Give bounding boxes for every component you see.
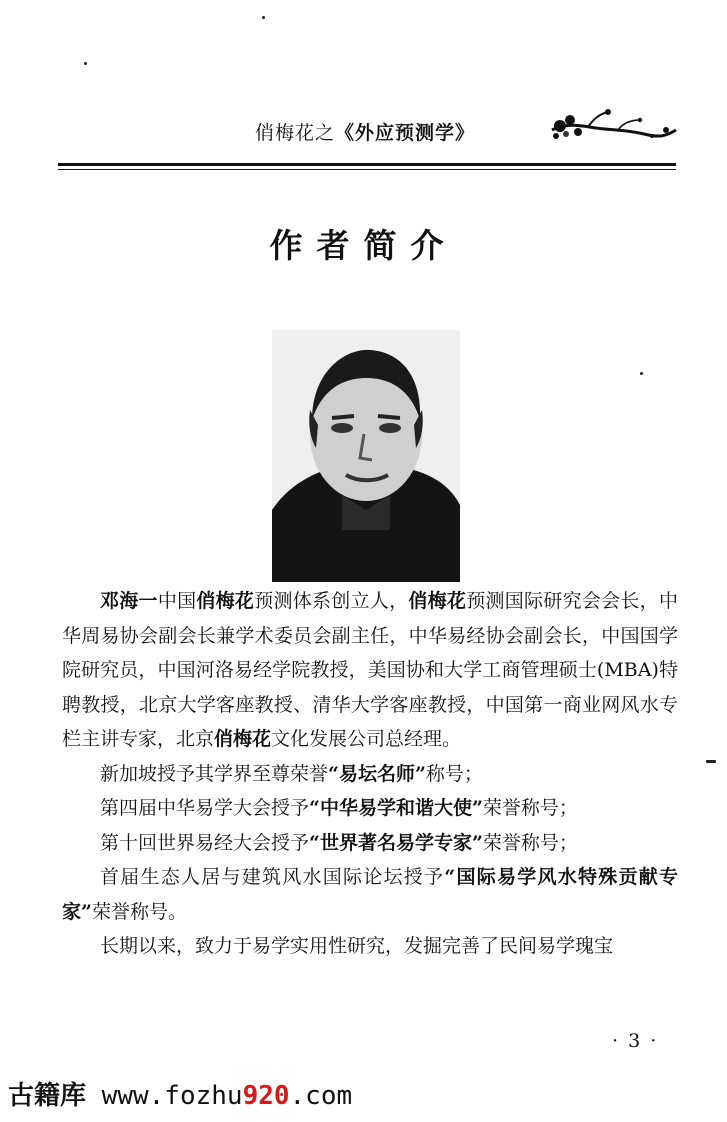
header-rule-thick	[58, 163, 676, 166]
author-bio	[62, 584, 678, 964]
honor-text: 荣誉称号。	[91, 900, 187, 923]
scan-speck	[640, 372, 643, 375]
brand-name: 俏梅花	[196, 590, 255, 612]
honor-line	[62, 826, 678, 861]
honor-text: 称号；	[425, 762, 483, 785]
scan-speck	[84, 62, 87, 65]
honor-text: 第四届中华易学大会授予	[100, 797, 310, 819]
watermark-url-prefix: www.fozhu	[101, 1081, 243, 1111]
header-rule-thin	[58, 169, 676, 170]
honor-title: “世界著名易学专家”	[309, 831, 483, 854]
scan-speck	[706, 760, 716, 763]
brand-name: 俏梅花	[408, 590, 467, 612]
bio-text: 预测体系创立人，	[254, 590, 409, 612]
bio-text: 中国	[157, 590, 197, 612]
header-book-title: 《外应预测学》	[335, 122, 476, 144]
honor-text: 新加坡授予其学界至尊荣誉	[100, 762, 329, 785]
author-portrait-icon	[272, 330, 460, 582]
watermark-name: 古籍库	[8, 1081, 87, 1111]
honor-text: 首届生态人居与建筑风水国际论坛授予	[100, 866, 445, 888]
bio-paragraph	[62, 584, 678, 757]
honor-title: “国际易学风水特殊贡献专家”	[62, 866, 678, 923]
honor-line	[62, 860, 678, 929]
honor-title: “易坛名师”	[328, 762, 426, 785]
honor-line	[62, 757, 678, 792]
watermark-url-suffix: .com	[289, 1081, 353, 1111]
page-number: · 3 ·	[612, 1030, 659, 1052]
brand-name: 俏梅花	[214, 728, 272, 750]
honor-text: 荣誉称号；	[482, 831, 578, 854]
watermark-url-number: 920	[242, 1081, 290, 1111]
honor-text: 第十回世界易经大会授予	[100, 831, 310, 854]
bio-paragraph-last: 长期以来，致力于易学实用性研究，发掘完善了民间易学瑰宝	[100, 935, 614, 957]
honor-title: “中华易学和谐大使”	[309, 797, 483, 819]
site-watermark[interactable]	[8, 1078, 352, 1114]
honor-line	[62, 791, 678, 826]
scan-speck	[262, 16, 265, 19]
page-title: 作者简介	[269, 226, 458, 265]
bio-text: 文化发展公司总经理。	[271, 728, 462, 750]
author-name: 邓海一	[100, 590, 158, 612]
header-prefix: 俏梅花之	[255, 122, 336, 144]
honor-text: 荣誉称号；	[482, 797, 578, 819]
plum-branch-icon	[548, 100, 678, 150]
header-title	[255, 118, 525, 145]
bio-text: 预测国际研究会会长，中华周易协会副会长兼学术委员会副主任，中华易经协会副会长，中国国学院研究员，中国河洛易经学院教授，美国协和大学工商管理硕士(MBA)特聘教授，北京大学客座教授、清华大学客座教授，中国第一商业网风水专栏主讲专家，北京	[62, 590, 678, 750]
